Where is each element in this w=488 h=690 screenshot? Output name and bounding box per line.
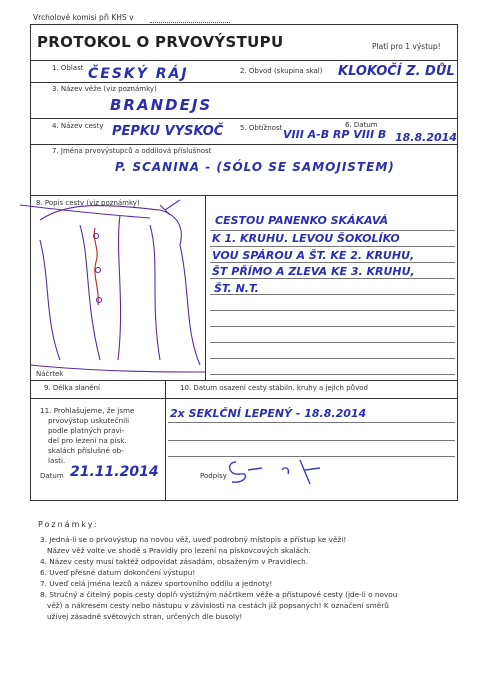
route-line: ŠT PŘÍMO A ZLEVA KE 3. KRUHU, [212, 265, 415, 278]
committee-label: Vrcholové komisi při KHS v [33, 13, 134, 22]
field-jmena-value: P. SCANINA - (SÓLO SE SAMOJISTEM) [115, 160, 395, 174]
field-obvod-value: KLOKOČÍ Z. DŮL [338, 64, 455, 79]
route-line: ŠT. N.T. [214, 282, 259, 295]
field-datum-value: 18.8.2014 [395, 131, 457, 144]
route-line: K 1. KRUHU. LEVOU ŠOKOLÍKO [212, 232, 400, 245]
field-datum-label: 6. Datum [345, 121, 378, 129]
notes-list [40, 534, 450, 622]
page-title: PROTOKOL O PRVOVÝSTUPU [37, 33, 284, 51]
note-item: 6. Uveď přesné datum dokončení výstupu! [40, 568, 196, 577]
note-item: 3. Jedná-li se o prvovýstup na novou věž, uveď podrobný místopis a přístup ke věži! [40, 535, 347, 544]
field-obtiznost-label: 5. Obtížnost [240, 124, 283, 132]
field-osazeni-label: 10. Datum osazení cesty stabiln. kruhy a jejich původ [180, 384, 368, 392]
date-value: 21.11.2014 [70, 464, 159, 480]
notes-title: Poznámky: [38, 520, 99, 529]
note-item: Název věž volte ve shodě s Pravidly pro lezení na pískovcových skalách. [47, 546, 311, 555]
route-line: CESTOU PANENKO SKÁKAVÁ [215, 214, 389, 227]
declaration-line: del pro lezení na písk. [48, 436, 127, 445]
field-cesta-label: 4. Název cesty [52, 122, 104, 130]
field-oblast-value: ČESKÝ RÁJ [88, 66, 189, 82]
field-osazeni-value: 2x SEKLČNÍ LEPENÝ - 18.8.2014 [170, 407, 367, 420]
declaration-line: prvovýstup uskutečnili [48, 416, 130, 425]
date-label: Datum [40, 472, 64, 480]
field-oblast-label: 1. Oblast [52, 64, 84, 72]
sketch-label: Náčrtek [36, 370, 64, 378]
field-obvod-label: 2. Obvod (skupina skal) [240, 67, 323, 75]
note-item: 4. Název cesty musí taktéž odpovídat zásadám, obsaženým v Pravidlech. [40, 557, 309, 566]
signature-label: Podpisy [200, 472, 227, 480]
field-slaneni-label: 9. Délka slanění [44, 384, 100, 392]
field-vez-value: BRANDEJS [110, 96, 213, 114]
declaration-line: podle platných pravi- [48, 426, 125, 435]
route-line: VOU SPÁROU A ŠT. KE 2. KRUHU, [212, 249, 415, 262]
note-item: věž) a nákresem cesty nebo nástupu v závislosti na cestách již popsaných! K označení směrů [47, 601, 389, 610]
field-jmena-label: 7. Jména prvovýstupců a oddílová příslušnost [52, 147, 212, 155]
declaration-line: skalách příslušné ob- [48, 446, 124, 455]
declaration-line: lasti. [48, 456, 66, 465]
field-obtiznost-value: VIII A-B RP VIII B [283, 128, 387, 141]
validity-note: Platí pro 1 výstup! [372, 42, 441, 51]
field-cesta-value: PEPKU VYSKOČ [112, 124, 224, 139]
declaration-line: 11. Prohlašujeme, že jsme [40, 406, 135, 415]
note-item: 7. Uveď celá jména lezců a název sportovního oddílu a jednoty! [40, 579, 273, 588]
note-item: 8. Stručný a čitelný popis cesty doplň výstižným náčrtkem věže a přístupové cesty (jde-li o novou [40, 590, 398, 599]
field-vez-label: 3. Název věže (viz poznámky) [52, 85, 157, 93]
note-item: užívej zásadně světových stran, určených dle busoly! [47, 612, 243, 621]
field-popis-label: 8. Popis cesty (viz poznámky) [36, 199, 140, 207]
